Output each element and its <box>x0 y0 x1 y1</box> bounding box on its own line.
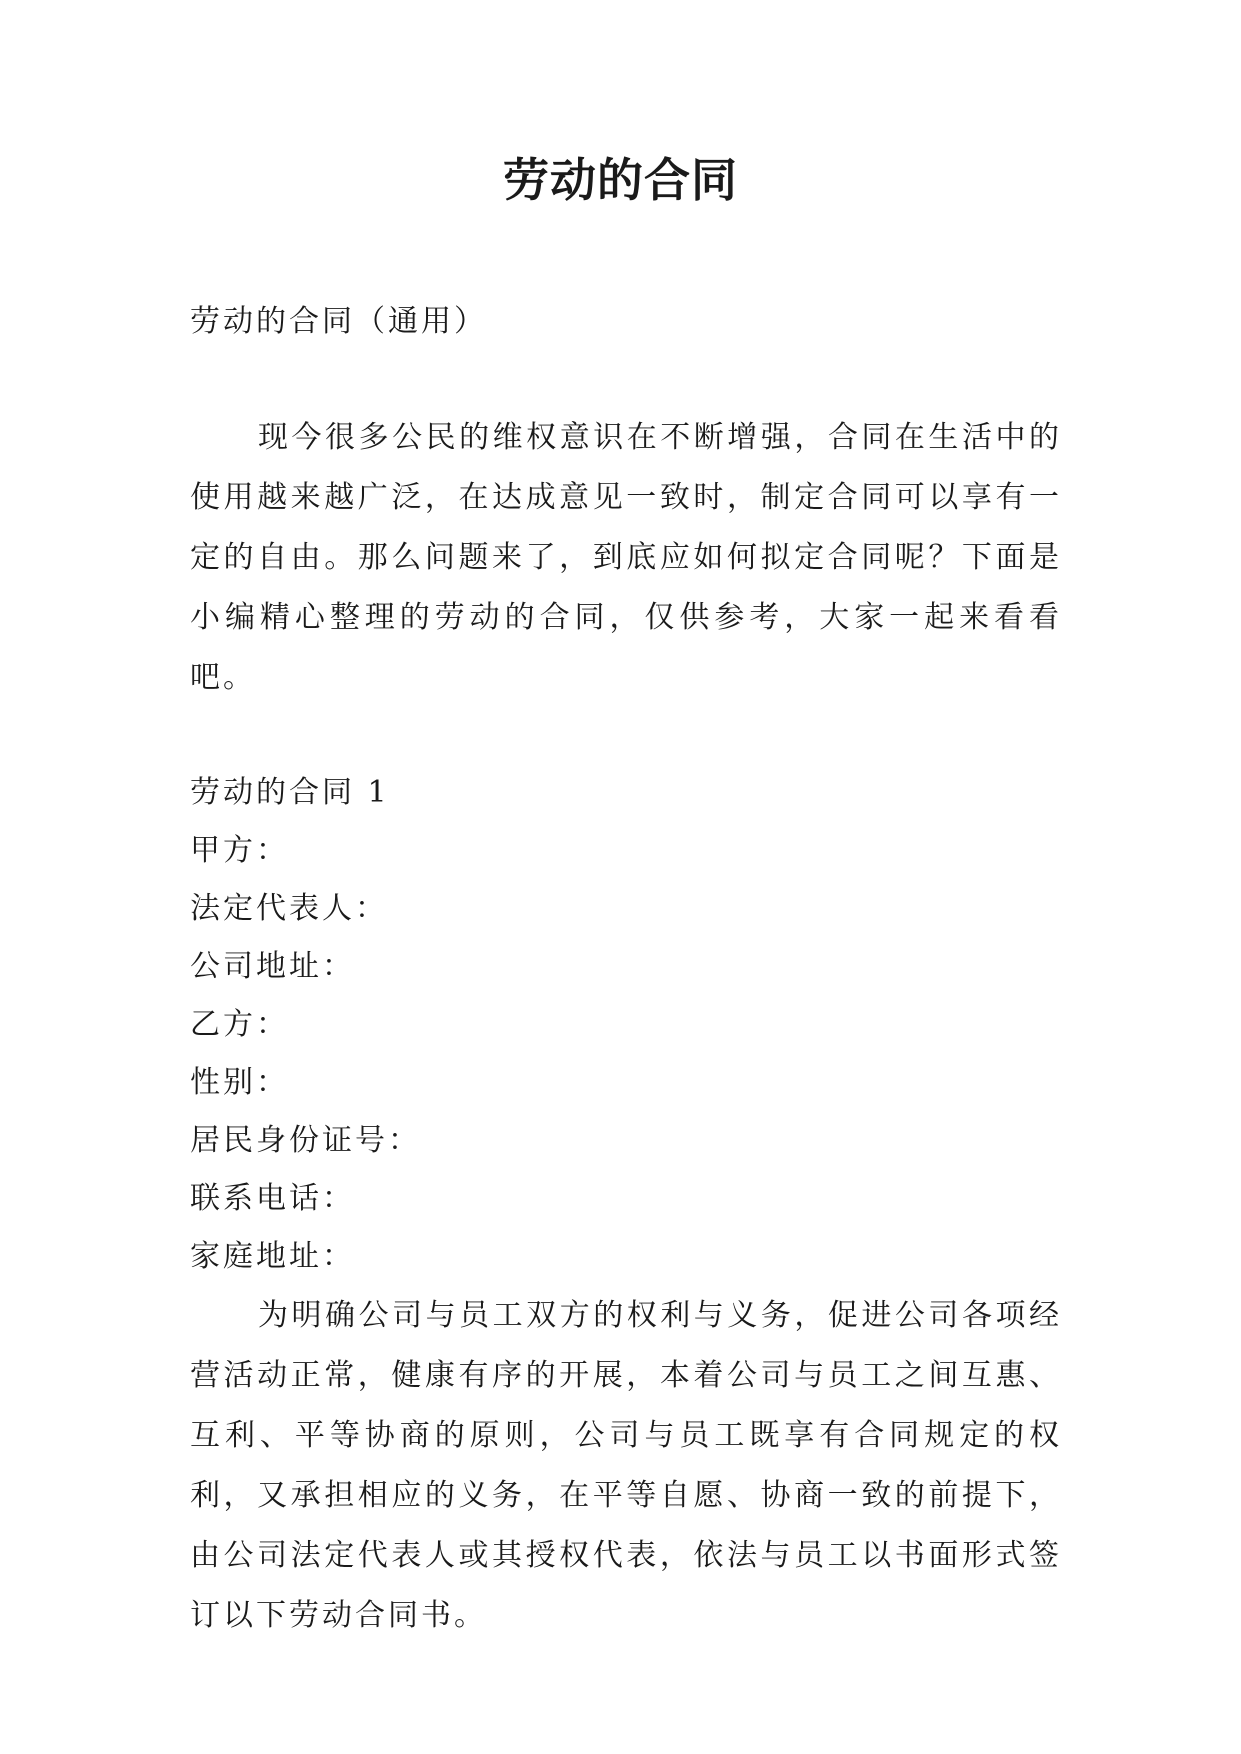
body-paragraph: 为明确公司与员工双方的权利与义务，促进公司各项经营活动正常，健康有序的开展，本着公司与员工之间互惠、互利、平等协商的原则，公司与员工既享有合同规定的权利，又承担相应的义务，在平等自愿、协商一致的前提下，由公司法定代表人或其授权代表，依法与员工以书面形式签订以下劳动合同书。 <box>190 1298 1062 1633</box>
intro-paragraph: 现今很多公民的维权意识在不断增强，合同在生活中的使用越来越广泛，在达成意见一致时，制定合同可以享有一定的自由。那么问题来了，到底应如何拟定合同呢？下面是小编精心整理的劳动的合同，仅供参考，大家一起来看看吧。 <box>190 420 1062 695</box>
field-legal-representative: 法定代表人： <box>190 891 388 926</box>
field-home-address: 家庭地址： <box>190 1239 355 1274</box>
field-phone: 联系电话： <box>190 1181 355 1216</box>
field-party-b: 乙方： <box>190 1007 289 1042</box>
field-id-number: 居民身份证号： <box>190 1123 421 1158</box>
field-company-address: 公司地址： <box>190 949 355 984</box>
field-party-a: 甲方： <box>190 833 289 868</box>
section-heading: 劳动的合同 1 <box>190 775 390 810</box>
document-title: 劳动的合同 <box>503 153 738 207</box>
field-gender: 性别： <box>190 1065 289 1100</box>
document-subtitle: 劳动的合同（通用） <box>190 304 487 339</box>
document-body <box>190 292 1062 1646</box>
